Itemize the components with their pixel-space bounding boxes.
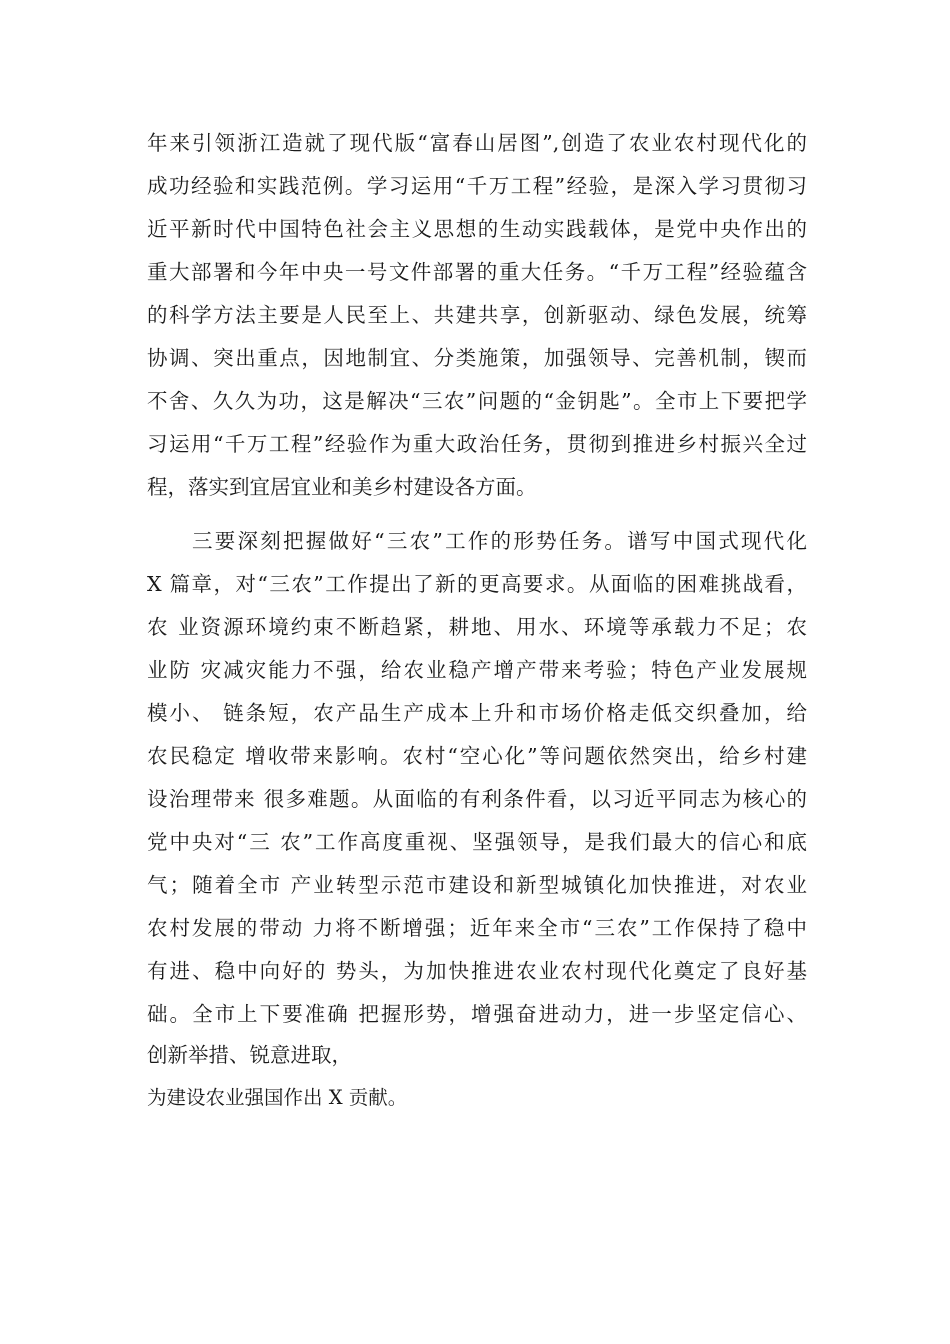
text-line: 农 业资源环境约束不断趋紧，耕地、用水、环境等承载力不足；农 [147, 615, 807, 639]
text-line: 习运用“千万工程”经验作为重大政治任务，贯彻到推进乡村振兴全过 [147, 432, 807, 456]
text-line: 模小、 链条短，农产品生产成本上升和市场价格走低交织叠加，给 [147, 701, 807, 725]
text-line: 成功经验和实践范例。学习运用“千万工程”经验，是深入学习贯彻习 [147, 174, 807, 198]
text-line: 的科学方法主要是人民至上、共建共享，创新驱动、绿色发展，统筹 [147, 303, 807, 327]
text-line: 业防 灾减灾能力不强，给农业稳产增产带来考验；特色产业发展规 [147, 658, 807, 682]
text-line: 础。全市上下要准确 把握形势，增强奋进动力，进一步坚定信心、 [147, 1002, 807, 1026]
text-line: 不舍、久久为功，这是解决“三农”问题的“金钥匙”。全市上下要把学 [147, 389, 807, 413]
text-line: 农村发展的带动 力将不断增强；近年来全市“三农”工作保持了稳中 [147, 916, 807, 940]
text-line: 协调、突出重点，因地制宜、分类施策，加强领导、完善机制，锲而 [147, 346, 807, 370]
text-line: 设治理带来 很多难题。从面临的有利条件看，以习近平同志为核心的 [147, 787, 807, 811]
text-line: 为建设农业强国作出 X 贡献。 [147, 1086, 408, 1109]
text-line: 程，落实到宜居宜业和美乡村建设各方面。 [147, 475, 537, 499]
text-line: X 篇章，对“三农”工作提出了新的更高要求。从面临的困难挑战看， [147, 572, 807, 596]
text-line: 近平新时代中国特色社会主义思想的生动实践载体，是党中央作出的 [147, 217, 807, 241]
text-line: 农民稳定 增收带来影响。农村“空心化”等问题依然突出，给乡村建 [147, 744, 807, 768]
text-line: 重大部署和今年中央一号文件部署的重大任务。“千万工程”经验蕴含 [147, 260, 807, 284]
text-line: 三要深刻把握做好“三农”工作的形势任务。谱写中国式现代化 [192, 529, 807, 553]
text-line: 年来引领浙江造就了现代版“富春山居图”,创造了农业农村现代化的 [147, 131, 807, 155]
text-line: 有进、稳中向好的 势头，为加快推进农业农村现代化奠定了良好基 [147, 959, 807, 983]
text-line: 创新举措、锐意进取， [147, 1043, 352, 1067]
text-line: 气；随着全市 产业转型示范市建设和新型城镇化加快推进，对农业 [147, 873, 807, 897]
text-line: 党中央对“三 农”工作高度重视、坚强领导，是我们最大的信心和底 [147, 830, 807, 854]
